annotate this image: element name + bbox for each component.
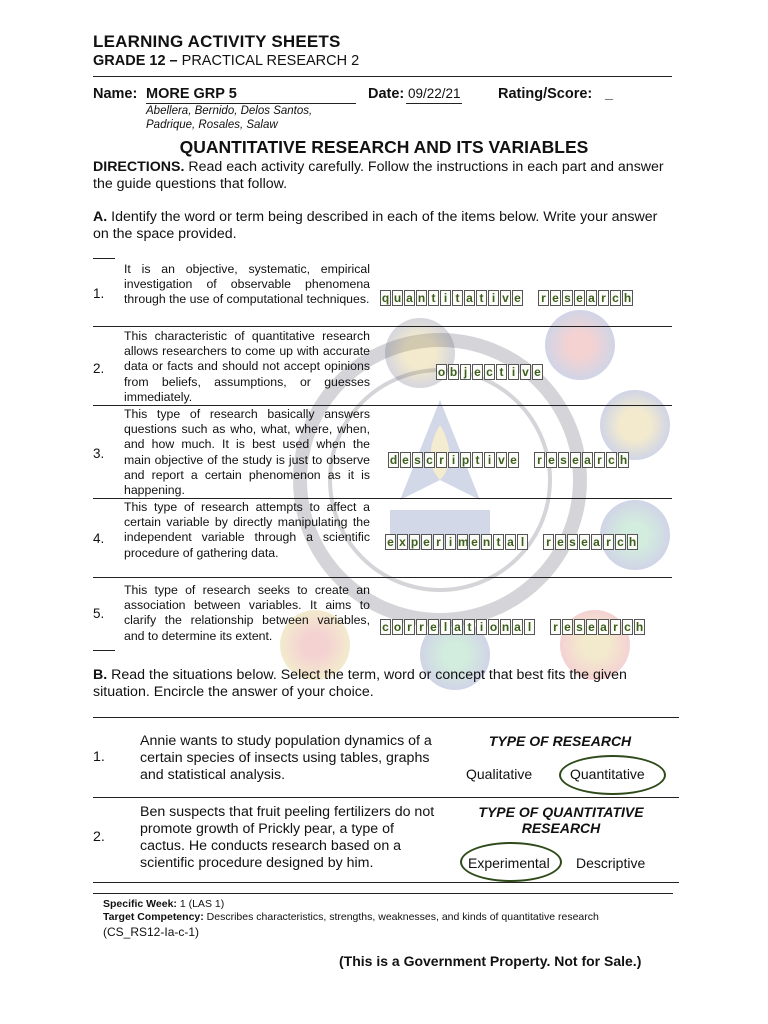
competency-label: Target Competency: <box>103 911 204 923</box>
part-b-label: B. <box>93 667 108 683</box>
situation-text: Ben suspects that fruit peeling fertilizers do not promote growth of Prickly pear, a type of cactus. He conducts research based on a scientific procedure designed by him. <box>140 804 435 871</box>
answer-letter-box: r <box>598 290 609 306</box>
item-description: This type of research attempts to affect a certain variable by directly manipulating the independent variable through a scientific procedure of gathering data. <box>124 500 370 560</box>
answer-letter-box: r <box>550 619 561 635</box>
answer-letter-box: e <box>472 364 483 380</box>
answer-letter-box: m <box>458 535 469 549</box>
rating-label: Rating/Score: <box>498 86 593 102</box>
emblem-watermark <box>600 390 670 460</box>
answer-letter-box: h <box>623 291 632 305</box>
answer-letter-box: c <box>380 619 391 635</box>
answer-letter-box: n <box>417 291 426 305</box>
answer-letter-box: a <box>452 619 463 635</box>
answer-letter-box: c <box>610 290 621 306</box>
answer-letter-box: a <box>598 619 609 635</box>
date-value: 09/22/21 <box>408 86 461 101</box>
answer-letter-box: e <box>570 452 581 468</box>
answer-letter-box: t <box>428 290 439 306</box>
item-number: 1. <box>93 286 105 301</box>
members-line-2: Padrique, Rosales, Salaw <box>146 119 278 131</box>
part-a-label: A. <box>93 209 108 225</box>
answer-letter-box: c <box>622 619 633 635</box>
sheet-title: LEARNING ACTIVITY SHEETS <box>93 32 341 51</box>
answer-letter-box: a <box>512 619 523 635</box>
item-number: 4. <box>93 531 105 546</box>
answer-letter-box: r <box>416 619 427 635</box>
answer-letter-box: e <box>555 534 566 550</box>
row-divider <box>93 326 672 327</box>
answer-circle <box>460 842 562 882</box>
answer-letter-box: t <box>464 619 475 635</box>
answer-letter-box: s <box>567 534 578 550</box>
answer-letter-box: c <box>615 534 626 550</box>
answer-letter-box: o <box>437 365 446 379</box>
answer-letter-box: p <box>410 535 419 549</box>
header-divider <box>93 76 672 77</box>
part-a-text: Identify the word or term being described in each of the items below. Write your answer on the space provided. <box>93 209 658 242</box>
answer-letter-box: r <box>603 534 614 550</box>
choice-qualitative[interactable]: Qualitative <box>466 766 533 782</box>
members-line-1: Abellera, Bernido, Delos Santos, <box>146 105 313 117</box>
answer-letter-box: e <box>421 534 432 550</box>
answer-letter-box: a <box>586 290 597 306</box>
directions-label: DIRECTIONS. <box>93 159 185 175</box>
answer-letter-box: c <box>484 364 495 380</box>
answer-letter-box: i <box>484 452 495 468</box>
name-value: MORE GRP 5 <box>146 86 237 102</box>
part-a-instruction <box>93 209 673 243</box>
answer-letter-box: o <box>489 620 498 634</box>
item-description: This type of research seeks to create an association between variables. It aims to clarify the relationship between variables, and to determine its extent. <box>124 583 370 643</box>
rating-value: _ <box>605 86 614 102</box>
answer-letter-box: l <box>517 534 528 550</box>
part-b-mid-rule <box>93 797 679 798</box>
answer-letter-box: d <box>389 453 398 467</box>
answer-letter-box: h <box>635 620 644 634</box>
grade-label: GRADE 12 – <box>93 53 178 69</box>
type-of-quant-research-label: TYPE OF QUANTITATIVE RESEARCH <box>478 804 644 836</box>
answer-letter-box: i <box>445 534 456 550</box>
answer-letter-box: r <box>594 452 605 468</box>
answer-boxes <box>385 534 639 550</box>
answer-letter-box: v <box>520 364 531 380</box>
answer-letter-box: u <box>393 291 402 305</box>
choice-quantitative[interactable]: Quantitative <box>570 766 645 782</box>
answer-letter-box: e <box>546 452 557 468</box>
answer-letter-box: c <box>606 452 617 468</box>
part-b-top-rule <box>93 717 679 718</box>
answer-letter-box: p <box>461 453 470 467</box>
answer-letter-box: r <box>534 452 545 468</box>
answer-letter-box: e <box>579 534 590 550</box>
week-label: Specific Week: <box>103 898 177 910</box>
answer-letter-box: i <box>448 452 459 468</box>
answer-letter-box: o <box>393 620 402 634</box>
date-label: Date: <box>368 86 405 102</box>
answer-letter-box: e <box>512 290 523 306</box>
answer-letter-box: v <box>496 452 507 468</box>
specific-week <box>103 898 224 910</box>
directions-text: Read each activity carefully. Follow the instructions in each part and answer the guide questions that follow. <box>93 159 664 192</box>
item-description: This characteristic of quantitative research allows researchers to come up with accurate data or facts and should not accept opinions from beliefs, assumptions, or guesses immediately. <box>124 329 370 404</box>
item-number: 2. <box>93 361 105 376</box>
answer-letter-box: a <box>505 534 516 550</box>
part-a-blank-top <box>93 258 115 259</box>
answer-letter-box: n <box>501 620 510 634</box>
answer-letter-box: r <box>436 452 447 468</box>
answer-letter-box: i <box>488 290 499 306</box>
answer-letter-box: n <box>482 535 491 549</box>
answer-letter-box: t <box>496 364 507 380</box>
name-label: Name: <box>93 86 138 102</box>
answer-letter-box: s <box>574 619 585 635</box>
answer-letter-box: x <box>397 534 408 550</box>
grade-subject <box>93 53 359 69</box>
answer-letter-box: e <box>550 290 561 306</box>
row-divider <box>93 405 672 406</box>
answer-letter-box: r <box>404 619 415 635</box>
part-b-instruction <box>93 667 673 701</box>
row-divider <box>93 498 672 499</box>
answer-letter-box: l <box>440 619 451 635</box>
subject-label: PRACTICAL RESEARCH 2 <box>181 53 360 69</box>
week-value: 1 (LAS 1) <box>179 898 225 910</box>
choice-descriptive[interactable]: Descriptive <box>576 855 646 871</box>
answer-letter-box: e <box>508 452 519 468</box>
footer-rule <box>93 893 673 894</box>
answer-letter-box: h <box>619 453 628 467</box>
target-competency <box>103 911 673 923</box>
activity-title: QUANTITATIVE RESEARCH AND ITS VARIABLES <box>179 137 589 157</box>
type-of-research-label: TYPE OF RESEARCH <box>488 733 632 749</box>
competency-value: Describes characteristics, strengths, weaknesses, and kinds of quantitative research <box>206 911 599 923</box>
answer-letter-box: a <box>464 290 475 306</box>
choice-experimental[interactable]: Experimental <box>468 855 550 871</box>
answer-letter-box: a <box>591 534 602 550</box>
situation-number: 2. <box>93 829 105 845</box>
answer-letter-box: r <box>610 619 621 635</box>
answer-letter-box: s <box>562 290 573 306</box>
answer-letter-box: e <box>562 619 573 635</box>
part-b-text: Read the situations below. Select the term, word or concept that best fits the given situation. Encircle the answer of your choice. <box>93 667 627 700</box>
part-b-bottom-rule <box>93 882 679 883</box>
answer-letter-box: e <box>532 364 543 380</box>
part-a-blank-bottom <box>93 650 115 651</box>
answer-boxes <box>380 290 634 306</box>
answer-letter-box: e <box>469 534 480 550</box>
answer-letter-box: q <box>381 291 390 305</box>
answer-letter-box: a <box>404 290 415 306</box>
item-description: This type of research basically answers questions such as who, what, where, when, and how much. It is best used when the main objective of the study is just to observe and report a certain phenomenon as it is happening. <box>124 407 370 498</box>
group-members <box>146 104 312 132</box>
date-underline <box>406 103 462 104</box>
answer-letter-box: r <box>543 534 554 550</box>
situation-number: 1. <box>93 749 105 765</box>
item-number: 3. <box>93 446 105 461</box>
emblem-watermark <box>545 310 615 380</box>
answer-letter-box: e <box>574 290 585 306</box>
situation-text: Annie wants to study population dynamics of a certain species of insects using tables, graphs and statistical analysis. <box>140 733 432 783</box>
answer-letter-box: r <box>433 534 444 550</box>
row-divider <box>93 577 672 578</box>
answer-letter-box: e <box>586 619 597 635</box>
government-property-notice: (This is a Government Property. Not for Sale.) <box>339 953 642 969</box>
answer-boxes <box>388 452 630 468</box>
answer-letter-box: i <box>508 364 519 380</box>
answer-letter-box: s <box>412 452 423 468</box>
answer-letter-box: a <box>582 452 593 468</box>
answer-letter-box: t <box>452 290 463 306</box>
answer-letter-box: r <box>538 290 549 306</box>
answer-letter-box: e <box>400 452 411 468</box>
answer-boxes <box>380 619 646 635</box>
answer-letter-box: e <box>428 619 439 635</box>
answer-letter-box: t <box>472 452 483 468</box>
competency-code: (CS_RS12-Ia-c-1) <box>103 925 200 939</box>
answer-letter-box: t <box>476 290 487 306</box>
answer-boxes <box>436 364 544 380</box>
answer-letter-box: l <box>524 619 535 635</box>
directions <box>93 159 673 193</box>
answer-letter-box: s <box>558 452 569 468</box>
answer-letter-box: e <box>385 534 396 550</box>
item-description: It is an objective, systematic, empirical investigation of observable phenomena through the use of computational techniques. <box>124 262 370 307</box>
answer-letter-box: i <box>476 619 487 635</box>
answer-letter-box: t <box>493 534 504 550</box>
answer-letter-box: j <box>460 364 471 380</box>
answer-circle <box>559 755 666 795</box>
answer-letter-box: b <box>449 365 458 379</box>
answer-letter-box: h <box>628 535 637 549</box>
item-number: 5. <box>93 606 105 621</box>
answer-letter-box: c <box>424 452 435 468</box>
answer-letter-box: i <box>440 290 451 306</box>
answer-letter-box: v <box>500 290 511 306</box>
